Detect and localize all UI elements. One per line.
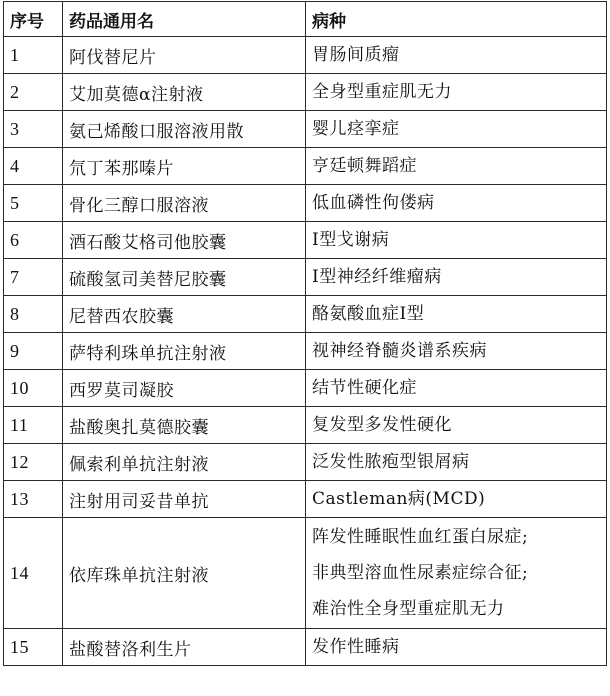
disease-line: 难治性全身型重症肌无力 bbox=[312, 599, 505, 619]
drug-list-table bbox=[3, 1, 607, 666]
cell-serial-number: 11 bbox=[4, 407, 63, 444]
cell-drug-name: 酒石酸艾格司他胶囊 bbox=[63, 222, 306, 259]
cell-serial-number: 13 bbox=[4, 481, 63, 518]
cell-drug-name: 佩索利单抗注射液 bbox=[63, 444, 306, 481]
table-row bbox=[4, 111, 607, 148]
table-row bbox=[4, 222, 607, 259]
table-row bbox=[4, 259, 607, 296]
disease-line: 非典型溶血性尿素症综合征; bbox=[312, 563, 529, 583]
table-row bbox=[4, 74, 607, 111]
cell-disease bbox=[306, 518, 607, 629]
table-row bbox=[4, 185, 607, 222]
cell-serial-number: 9 bbox=[4, 333, 63, 370]
cell-disease bbox=[306, 148, 607, 185]
disease-line: 亨廷顿舞蹈症 bbox=[312, 156, 417, 176]
table-body bbox=[4, 37, 607, 666]
cell-disease bbox=[306, 629, 607, 666]
cell-disease bbox=[306, 185, 607, 222]
disease-line: Ⅰ型神经纤维瘤病 bbox=[312, 267, 442, 287]
cell-drug-name: 氘丁苯那嗪片 bbox=[63, 148, 306, 185]
cell-serial-number: 8 bbox=[4, 296, 63, 333]
cell-serial-number: 3 bbox=[4, 111, 63, 148]
disease-line: Castleman病(MCD) bbox=[312, 489, 486, 509]
cell-serial-number: 1 bbox=[4, 37, 63, 74]
table-row bbox=[4, 296, 607, 333]
disease-line: 酪氨酸血症Ⅰ型 bbox=[312, 304, 425, 324]
cell-drug-name: 盐酸奥扎莫德胶囊 bbox=[63, 407, 306, 444]
cell-disease bbox=[306, 222, 607, 259]
cell-drug-name: 尼替西农胶囊 bbox=[63, 296, 306, 333]
header-serial-number: 序号 bbox=[4, 2, 63, 37]
cell-drug-name: 硫酸氢司美替尼胶囊 bbox=[63, 259, 306, 296]
cell-serial-number: 2 bbox=[4, 74, 63, 111]
cell-drug-name: 氨己烯酸口服溶液用散 bbox=[63, 111, 306, 148]
cell-disease bbox=[306, 370, 607, 407]
cell-serial-number: 6 bbox=[4, 222, 63, 259]
cell-drug-name: 依库珠单抗注射液 bbox=[63, 518, 306, 629]
header-drug-name: 药品通用名 bbox=[63, 2, 306, 37]
table-row bbox=[4, 481, 607, 518]
disease-line: 低血磷性佝偻病 bbox=[312, 193, 435, 213]
cell-drug-name: 骨化三醇口服溶液 bbox=[63, 185, 306, 222]
table-header bbox=[4, 2, 607, 37]
disease-line: 泛发性脓疱型银屑病 bbox=[312, 452, 470, 472]
table-row bbox=[4, 148, 607, 185]
disease-line: 复发型多发性硬化 bbox=[312, 415, 452, 435]
cell-serial-number: 4 bbox=[4, 148, 63, 185]
cell-serial-number: 7 bbox=[4, 259, 63, 296]
cell-drug-name: 阿伐替尼片 bbox=[63, 37, 306, 74]
header-row bbox=[4, 2, 607, 37]
cell-disease bbox=[306, 259, 607, 296]
cell-disease bbox=[306, 74, 607, 111]
header-disease: 病种 bbox=[306, 2, 607, 37]
cell-disease bbox=[306, 111, 607, 148]
cell-drug-name: 萨特利珠单抗注射液 bbox=[63, 333, 306, 370]
cell-drug-name: 艾加莫德α注射液 bbox=[63, 74, 306, 111]
table-row bbox=[4, 370, 607, 407]
cell-drug-name: 注射用司妥昔单抗 bbox=[63, 481, 306, 518]
cell-serial-number: 14 bbox=[4, 518, 63, 629]
disease-line: 婴儿痉挛症 bbox=[312, 119, 400, 139]
disease-line: 发作性睡病 bbox=[312, 637, 400, 657]
cell-drug-name: 西罗莫司凝胶 bbox=[63, 370, 306, 407]
disease-line: 视神经脊髓炎谱系疾病 bbox=[312, 341, 487, 361]
cell-serial-number: 15 bbox=[4, 629, 63, 666]
table-row bbox=[4, 444, 607, 481]
cell-serial-number: 5 bbox=[4, 185, 63, 222]
cell-disease bbox=[306, 37, 607, 74]
disease-line: Ⅰ型戈谢病 bbox=[312, 230, 390, 250]
table-row bbox=[4, 333, 607, 370]
cell-drug-name: 盐酸替洛利生片 bbox=[63, 629, 306, 666]
disease-line: 阵发性睡眠性血红蛋白尿症; bbox=[312, 527, 529, 547]
disease-line: 全身型重症肌无力 bbox=[312, 82, 452, 102]
document-page bbox=[3, 1, 607, 666]
disease-line: 结节性硬化症 bbox=[312, 378, 417, 398]
table-row bbox=[4, 518, 607, 629]
disease-line: 胃肠间质瘤 bbox=[312, 45, 400, 65]
table-row bbox=[4, 629, 607, 666]
cell-disease bbox=[306, 296, 607, 333]
cell-disease bbox=[306, 407, 607, 444]
cell-serial-number: 12 bbox=[4, 444, 63, 481]
cell-disease bbox=[306, 333, 607, 370]
cell-disease bbox=[306, 444, 607, 481]
table-row bbox=[4, 407, 607, 444]
table-row bbox=[4, 37, 607, 74]
cell-serial-number: 10 bbox=[4, 370, 63, 407]
cell-disease bbox=[306, 481, 607, 518]
